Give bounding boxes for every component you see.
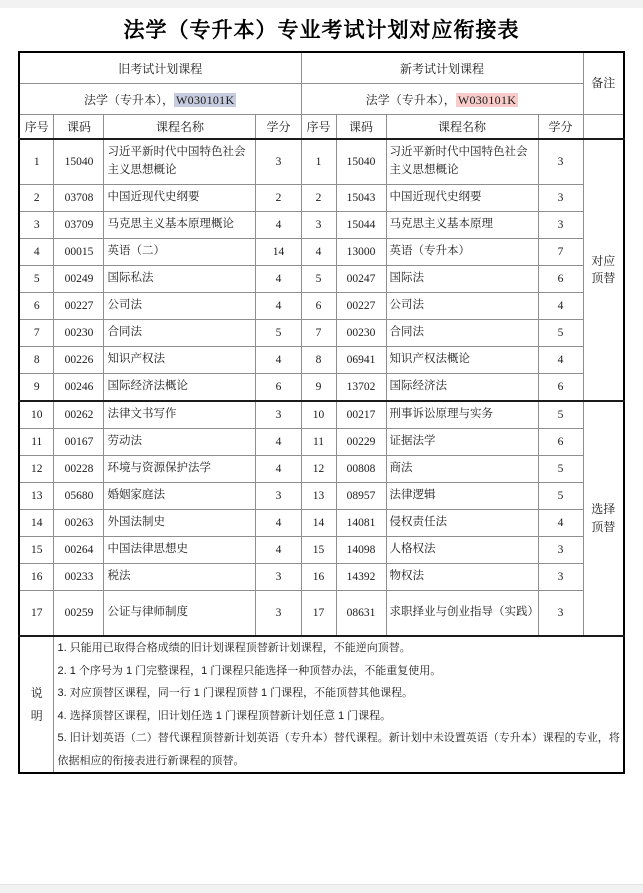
cell-new-seq: 7 [301, 320, 336, 347]
cell-new-seq: 5 [301, 266, 336, 293]
cell-old-course-name: 国际经济法概论 [104, 374, 256, 402]
cell-old-seq: 4 [19, 239, 54, 266]
cell-new-credit: 4 [538, 293, 583, 320]
cell-new-credit: 6 [538, 266, 583, 293]
cell-old-course-name: 英语（二） [104, 239, 256, 266]
cell-old-credit: 3 [256, 401, 301, 429]
cell-old-code: 00264 [54, 537, 104, 564]
cell-old-code: 00015 [54, 239, 104, 266]
cell-old-course-name: 法律文书写作 [104, 401, 256, 429]
course-mapping-table [18, 51, 625, 774]
cell-new-credit: 5 [538, 401, 583, 429]
cell-new-credit: 3 [538, 185, 583, 212]
cell-old-seq: 15 [19, 537, 54, 564]
cell-new-credit: 3 [538, 537, 583, 564]
cell-old-seq: 7 [19, 320, 54, 347]
cell-new-seq: 3 [301, 212, 336, 239]
notes-label-line2: 明 [30, 708, 43, 723]
col-header-old-code: 课码 [54, 115, 104, 140]
cell-new-code: 08957 [336, 483, 386, 510]
table-row [19, 456, 624, 483]
cell-old-seq: 12 [19, 456, 54, 483]
cell-old-code: 00228 [54, 456, 104, 483]
col-header-new-code: 课码 [336, 115, 386, 140]
cell-new-code: 00808 [336, 456, 386, 483]
cell-new-course-name: 国际法 [386, 266, 538, 293]
cell-new-course-name: 英语（专升本） [386, 239, 538, 266]
col-header-old-seq: 序号 [19, 115, 54, 140]
cell-new-course-name: 物权法 [386, 564, 538, 591]
table-row [19, 139, 624, 185]
cell-old-credit: 4 [256, 510, 301, 537]
cell-old-course-name: 合同法 [104, 320, 256, 347]
cell-new-seq: 15 [301, 537, 336, 564]
cell-new-code: 14392 [336, 564, 386, 591]
table-body [19, 52, 624, 773]
cell-new-code: 15043 [336, 185, 386, 212]
cell-old-code: 03709 [54, 212, 104, 239]
col-header-old-course: 课程名称 [104, 115, 256, 140]
cell-new-course-name: 侵权责任法 [386, 510, 538, 537]
cell-new-code: 08631 [336, 591, 386, 637]
cell-new-credit: 5 [538, 483, 583, 510]
cell-old-credit: 3 [256, 139, 301, 185]
table-row [19, 483, 624, 510]
cell-new-code: 00217 [336, 401, 386, 429]
cell-new-code: 13702 [336, 374, 386, 402]
notes-label-line1: 说 [30, 686, 43, 701]
cell-old-credit: 3 [256, 591, 301, 637]
cell-old-code: 03708 [54, 185, 104, 212]
new-plan-major-name: 法学（专升本）， [365, 92, 456, 107]
note-item: 1. 只能用已取得合格成绩的旧计划课程顶替新计划课程，不能逆向顶替。 [57, 642, 411, 654]
cell-new-seq: 8 [301, 347, 336, 374]
table-row [19, 212, 624, 239]
cell-new-credit: 3 [538, 591, 583, 637]
table-row [19, 239, 624, 266]
cell-new-seq: 10 [301, 401, 336, 429]
cell-old-credit: 6 [256, 374, 301, 402]
cell-old-course-name: 马克思主义基本原理概论 [104, 212, 256, 239]
cell-new-seq: 12 [301, 456, 336, 483]
new-plan-major-cell [301, 84, 583, 115]
cell-old-code: 00230 [54, 320, 104, 347]
cell-new-code: 15040 [336, 139, 386, 185]
cell-new-seq: 11 [301, 429, 336, 456]
old-plan-major-cell [19, 84, 301, 115]
cell-new-course-name: 合同法 [386, 320, 538, 347]
section-remark-line1: 选择 [591, 502, 616, 517]
cell-new-seq: 14 [301, 510, 336, 537]
cell-new-seq: 17 [301, 591, 336, 637]
section-remark-line2: 顶替 [591, 271, 616, 285]
cell-new-seq: 16 [301, 564, 336, 591]
cell-old-code: 15040 [54, 139, 104, 185]
cell-new-code: 00230 [336, 320, 386, 347]
page-title: 法学（专升本）专业考试计划对应衔接表 [123, 18, 520, 42]
cell-new-seq: 2 [301, 185, 336, 212]
cell-new-code: 15044 [336, 212, 386, 239]
cell-new-seq: 13 [301, 483, 336, 510]
old-plan-major-name: 法学（专升本）， [84, 92, 175, 107]
cell-old-course-name: 外国法制史 [104, 510, 256, 537]
table-row [19, 401, 624, 429]
cell-new-code: 06941 [336, 347, 386, 374]
cell-old-credit: 4 [256, 212, 301, 239]
section-remark-line1: 对应 [591, 253, 616, 268]
cell-new-credit: 3 [538, 139, 583, 185]
cell-old-code: 00233 [54, 564, 104, 591]
cell-old-seq: 1 [19, 139, 54, 185]
cell-new-course-name: 人格权法 [386, 537, 538, 564]
cell-old-code: 00227 [54, 293, 104, 320]
table-row [19, 429, 624, 456]
cell-old-seq: 8 [19, 347, 54, 374]
cell-old-course-name: 婚姻家庭法 [104, 483, 256, 510]
cell-new-code: 14081 [336, 510, 386, 537]
cell-old-credit: 4 [256, 456, 301, 483]
note-item: 5. 旧计划英语（二）替代课程顶替新计划英语（专升本）替代课程。新计划中未设置英语（专升本）课程的专业，将依据相应的衔接表进行新课程的顶替。 [57, 732, 620, 767]
cell-new-course-name: 知识产权法概论 [386, 347, 538, 374]
remark-column-header: 备注 [583, 52, 624, 115]
cell-old-credit: 3 [256, 564, 301, 591]
cell-old-credit: 4 [256, 293, 301, 320]
window-bottom-chrome [0, 884, 643, 893]
cell-old-course-name: 公司法 [104, 293, 256, 320]
table-row [19, 537, 624, 564]
old-plan-group-header: 旧考试计划课程 [19, 52, 301, 84]
cell-old-code: 00246 [54, 374, 104, 402]
cell-old-credit: 4 [256, 537, 301, 564]
cell-old-course-name: 中国法律思想史 [104, 537, 256, 564]
cell-new-seq: 6 [301, 293, 336, 320]
cell-new-credit: 4 [538, 347, 583, 374]
cell-new-course-name: 证据法学 [386, 429, 538, 456]
table-row [19, 374, 624, 402]
cell-new-course-name: 商法 [386, 456, 538, 483]
cell-old-seq: 11 [19, 429, 54, 456]
cell-old-seq: 13 [19, 483, 54, 510]
col-header-new-course: 课程名称 [386, 115, 538, 140]
table-row [19, 185, 624, 212]
new-plan-major-code: W030101K [457, 92, 517, 107]
cell-new-credit: 6 [538, 374, 583, 402]
cell-new-code: 00247 [336, 266, 386, 293]
cell-new-credit: 7 [538, 239, 583, 266]
cell-new-seq: 4 [301, 239, 336, 266]
cell-old-code: 00262 [54, 401, 104, 429]
table-row [19, 510, 624, 537]
cell-new-code: 00227 [336, 293, 386, 320]
cell-old-code: 00263 [54, 510, 104, 537]
cell-old-code: 00226 [54, 347, 104, 374]
cell-new-course-name: 习近平新时代中国特色社会主义思想概论 [386, 139, 538, 185]
old-plan-major-code: W030101K [176, 92, 235, 107]
table-row [19, 266, 624, 293]
cell-new-course-name: 国际经济法 [386, 374, 538, 402]
cell-section-remark [583, 401, 624, 636]
notes-label [19, 636, 54, 773]
cell-old-code: 00167 [54, 429, 104, 456]
cell-old-seq: 9 [19, 374, 54, 402]
cell-old-seq: 2 [19, 185, 54, 212]
cell-old-seq: 10 [19, 401, 54, 429]
cell-old-course-name: 环境与资源保护法学 [104, 456, 256, 483]
cell-new-course-name: 求职择业与创业指导（实践） [386, 591, 538, 637]
cell-new-credit: 4 [538, 510, 583, 537]
cell-new-code: 13000 [336, 239, 386, 266]
table-row [19, 347, 624, 374]
col-header-new-credit: 学分 [538, 115, 583, 140]
cell-old-course-name: 公证与律师制度 [104, 591, 256, 637]
cell-old-credit: 2 [256, 185, 301, 212]
cell-old-code: 05680 [54, 483, 104, 510]
cell-new-course-name: 刑事诉讼原理与实务 [386, 401, 538, 429]
col-header-old-credit: 学分 [256, 115, 301, 140]
cell-old-seq: 3 [19, 212, 54, 239]
cell-old-credit: 4 [256, 347, 301, 374]
table-row [19, 293, 624, 320]
cell-old-credit: 4 [256, 429, 301, 456]
cell-old-course-name: 习近平新时代中国特色社会主义思想概论 [104, 139, 256, 185]
col-header-remark-spacer [583, 115, 624, 140]
cell-old-seq: 5 [19, 266, 54, 293]
cell-old-seq: 6 [19, 293, 54, 320]
document-page [0, 8, 643, 885]
section-remark-line2: 顶替 [591, 519, 616, 534]
cell-old-course-name: 劳动法 [104, 429, 256, 456]
notes-body [54, 636, 624, 773]
cell-new-course-name: 公司法 [386, 293, 538, 320]
note-item: 4. 选择顶替区课程，旧计划任选 1 门课程顶替新计划任意 1 门课程。 [57, 709, 392, 722]
major-code-row [19, 84, 624, 115]
table-row [19, 564, 624, 591]
cell-new-credit: 3 [538, 564, 583, 591]
cell-old-course-name: 国际私法 [104, 266, 256, 293]
cell-old-course-name: 税法 [104, 564, 256, 591]
cell-old-code: 00259 [54, 591, 104, 637]
cell-old-seq: 17 [19, 591, 54, 637]
cell-new-course-name: 马克思主义基本原理 [386, 212, 538, 239]
cell-old-course-name: 中国近现代史纲要 [104, 185, 256, 212]
cell-old-credit: 14 [256, 239, 301, 266]
cell-old-credit: 5 [256, 320, 301, 347]
cell-new-credit: 5 [538, 456, 583, 483]
cell-old-credit: 3 [256, 483, 301, 510]
cell-old-seq: 16 [19, 564, 54, 591]
note-item: 2. 1 个序号为 1 门完整课程，1 门课程只能选择一种顶替办法，不能重复使用。 [57, 664, 442, 677]
cell-new-credit: 3 [538, 212, 583, 239]
plan-group-header-row [19, 52, 624, 84]
note-item: 3. 对应顶替区课程，同一行 1 门课程顶替 1 门课程，不能顶替其他课程。 [57, 687, 414, 700]
cell-old-code: 00249 [54, 266, 104, 293]
cell-new-code: 00229 [336, 429, 386, 456]
notes-row [19, 636, 624, 773]
cell-new-course-name: 法律逻辑 [386, 483, 538, 510]
col-header-new-seq: 序号 [301, 115, 336, 140]
cell-old-course-name: 知识产权法 [104, 347, 256, 374]
cell-new-credit: 5 [538, 320, 583, 347]
column-header-row [19, 115, 624, 140]
cell-new-code: 14098 [336, 537, 386, 564]
cell-old-credit: 4 [256, 266, 301, 293]
cell-new-course-name: 中国近现代史纲要 [386, 185, 538, 212]
cell-new-seq: 1 [301, 139, 336, 185]
table-row [19, 591, 624, 637]
cell-new-credit: 6 [538, 429, 583, 456]
cell-old-seq: 14 [19, 510, 54, 537]
new-plan-group-header: 新考试计划课程 [301, 52, 583, 84]
cell-new-seq: 9 [301, 374, 336, 402]
cell-section-remark [583, 139, 624, 401]
table-row [19, 320, 624, 347]
